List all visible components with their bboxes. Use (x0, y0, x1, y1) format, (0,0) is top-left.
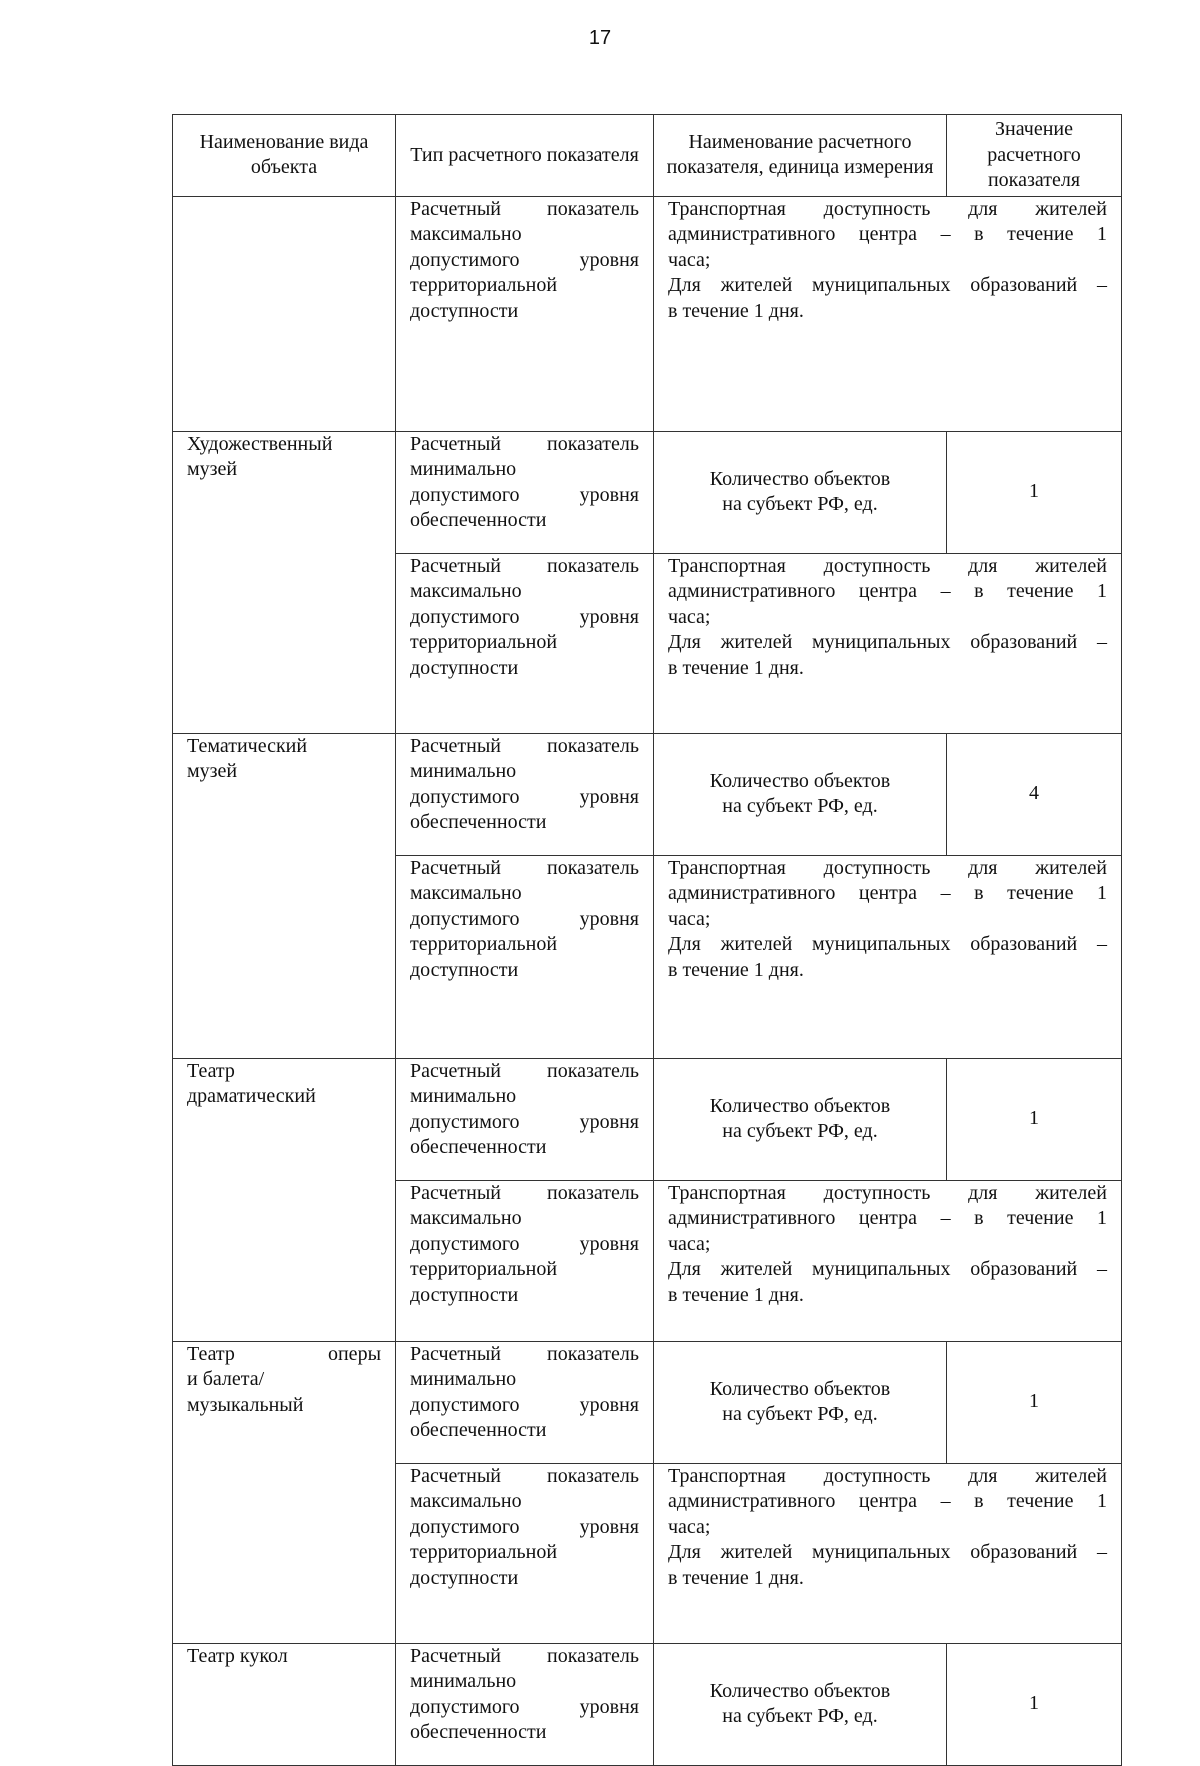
indicator-count-cell (654, 1058, 947, 1180)
table-row (173, 733, 1122, 855)
indicator-count-line: на субъект РФ, ед. (722, 493, 878, 515)
transport-line: часа; (668, 1515, 711, 1538)
transport-accessibility-cell (654, 553, 1122, 733)
indicator-type-line: обеспеченности (410, 509, 547, 531)
indicator-type-line: максимально (410, 1490, 522, 1512)
object-name-cell (173, 733, 396, 1058)
transport-line: административного центра – в течение 1 (668, 1207, 1107, 1229)
indicator-type-line: максимально (410, 223, 522, 245)
indicator-type-line: максимально (410, 1207, 522, 1229)
transport-accessibility-cell (654, 1463, 1122, 1643)
indicator-type-line: обеспеченности (410, 1136, 547, 1158)
header-indicator-name: Наименование расчетного показателя, единица измерения (654, 115, 947, 197)
page-number: 17 (588, 27, 612, 49)
object-name-cell (173, 196, 396, 431)
object-name-line: Театр кукол (187, 1644, 288, 1667)
indicator-type-cell (396, 1180, 654, 1341)
object-name-line: Театр оперы (187, 1342, 381, 1365)
indicator-type-cell (396, 1463, 654, 1643)
indicator-count-line: Количество объектов (709, 1377, 891, 1400)
transport-line: Транспортная доступность для жителей (668, 197, 1107, 220)
indicator-type-line: Расчетный показатель (410, 432, 639, 455)
transport-line: часа; (668, 907, 711, 930)
indicator-value-cell: 1 (947, 1643, 1122, 1765)
header-indicator-type: Тип расчетного показателя (396, 115, 654, 197)
indicator-type-line: обеспеченности (410, 811, 547, 833)
object-name-line: Тематический (187, 734, 308, 757)
transport-line: административного центра – в течение 1 (668, 1490, 1107, 1512)
indicator-value-cell: 1 (947, 1341, 1122, 1463)
indicator-count-cell (654, 1643, 947, 1765)
indicator-count-cell (654, 431, 947, 553)
indicator-type-line: Расчетный показатель (410, 856, 639, 879)
indicator-type-line: доступности (410, 1283, 519, 1306)
transport-line: Для жителей муниципальных образований – (668, 274, 1107, 296)
object-name-line: музей (187, 760, 238, 782)
table-row (173, 196, 1122, 431)
indicator-type-cell (396, 733, 654, 855)
table-row (173, 1341, 1122, 1463)
indicator-type-line: доступности (410, 299, 519, 322)
indicator-type-line: территориальной (410, 274, 558, 296)
indicator-type-line: допустимого уровня (410, 483, 639, 506)
indicator-value-cell: 1 (947, 1058, 1122, 1180)
indicator-type-line: допустимого уровня (410, 1393, 639, 1416)
indicator-count-line: на субъект РФ, ед. (722, 1120, 878, 1142)
indicator-type-line: территориальной (410, 631, 558, 653)
indicator-type-line: допустимого уровня (410, 605, 639, 628)
object-name-line: Театр (187, 1059, 235, 1082)
transport-line: в течение 1 дня. (668, 299, 804, 322)
table-row (173, 1058, 1122, 1180)
transport-line: в течение 1 дня. (668, 958, 804, 981)
transport-line: Для жителей муниципальных образований – (668, 631, 1107, 653)
indicator-count-cell (654, 1341, 947, 1463)
transport-accessibility-cell (654, 196, 1122, 431)
transport-accessibility-cell (654, 1180, 1122, 1341)
object-name-cell (173, 1058, 396, 1341)
indicator-type-line: минимально (410, 1085, 517, 1107)
indicator-value-cell: 1 (947, 431, 1122, 553)
object-name-line: музей (187, 458, 238, 480)
transport-line: в течение 1 дня. (668, 1283, 804, 1306)
indicator-type-line: допустимого уровня (410, 785, 639, 808)
indicator-type-line: максимально (410, 882, 522, 904)
indicator-type-line: допустимого уровня (410, 1515, 639, 1538)
object-name-line: Художественный (187, 432, 333, 455)
indicator-type-line: Расчетный показатель (410, 1644, 639, 1667)
indicator-type-line: Расчетный показатель (410, 1464, 639, 1487)
transport-line: административного центра – в течение 1 (668, 223, 1107, 245)
indicator-type-cell (396, 196, 654, 431)
transport-line: в течение 1 дня. (668, 656, 804, 679)
indicator-type-line: допустимого уровня (410, 907, 639, 930)
transport-line: в течение 1 дня. (668, 1566, 804, 1589)
object-name-line: драматический (187, 1085, 316, 1107)
indicator-count-line: на субъект РФ, ед. (722, 1403, 878, 1425)
indicator-type-cell (396, 855, 654, 1058)
transport-line: Транспортная доступность для жителей (668, 1181, 1107, 1204)
indicator-type-line: Расчетный показатель (410, 734, 639, 757)
indicator-type-line: максимально (410, 580, 522, 602)
indicator-count-line: на субъект РФ, ед. (722, 1705, 878, 1727)
indicator-type-line: допустимого уровня (410, 1695, 639, 1718)
indicator-type-cell (396, 1058, 654, 1180)
indicator-type-line: минимально (410, 760, 517, 782)
indicator-type-line: Расчетный показатель (410, 1059, 639, 1082)
indicator-type-line: обеспеченности (410, 1721, 547, 1743)
transport-line: административного центра – в течение 1 (668, 882, 1107, 904)
object-name-cell (173, 1643, 396, 1765)
indicator-count-cell (654, 733, 947, 855)
indicator-type-line: территориальной (410, 933, 558, 955)
indicator-type-line: минимально (410, 1368, 517, 1390)
indicator-type-line: Расчетный показатель (410, 197, 639, 220)
transport-accessibility-cell (654, 855, 1122, 1058)
object-name-line: музыкальный (187, 1393, 304, 1416)
indicator-count-line: Количество объектов (709, 467, 891, 490)
transport-line: Для жителей муниципальных образований – (668, 933, 1107, 955)
indicator-value-cell: 4 (947, 733, 1122, 855)
indicator-type-line: минимально (410, 458, 517, 480)
transport-line: часа; (668, 605, 711, 628)
transport-line: часа; (668, 248, 711, 271)
indicator-count-line: Количество объектов (709, 1679, 891, 1702)
transport-line: Транспортная доступность для жителей (668, 1464, 1107, 1487)
object-name-cell (173, 1341, 396, 1643)
indicator-type-line: допустимого уровня (410, 1110, 639, 1133)
transport-line: Для жителей муниципальных образований – (668, 1258, 1107, 1280)
indicators-table (172, 114, 1122, 1766)
indicator-type-cell (396, 431, 654, 553)
table-row (173, 1643, 1122, 1765)
indicator-type-line: обеспеченности (410, 1419, 547, 1441)
indicator-count-line: Количество объектов (709, 769, 891, 792)
transport-line: Транспортная доступность для жителей (668, 554, 1107, 577)
indicator-type-line: территориальной (410, 1258, 558, 1280)
indicator-type-line: Расчетный показатель (410, 1181, 639, 1204)
object-name-line: и балета/ (187, 1368, 265, 1390)
indicator-type-line: Расчетный показатель (410, 554, 639, 577)
transport-line: Для жителей муниципальных образований – (668, 1541, 1107, 1563)
indicator-type-line: доступности (410, 656, 519, 679)
transport-line: Транспортная доступность для жителей (668, 856, 1107, 879)
object-name-cell (173, 431, 396, 733)
indicator-type-line: Расчетный показатель (410, 1342, 639, 1365)
indicator-type-line: допустимого уровня (410, 248, 639, 271)
indicator-type-line: территориальной (410, 1541, 558, 1563)
indicator-type-line: допустимого уровня (410, 1232, 639, 1255)
indicator-type-cell (396, 1643, 654, 1765)
indicator-count-line: Количество объектов (709, 1094, 891, 1117)
header-row (173, 115, 1122, 197)
table-row (173, 431, 1122, 553)
transport-line: административного центра – в течение 1 (668, 580, 1107, 602)
header-object-type: Наименование вида объекта (173, 115, 396, 197)
indicator-type-cell (396, 1341, 654, 1463)
header-indicator-value: Значение расчетного показателя (947, 115, 1122, 197)
indicator-type-cell (396, 553, 654, 733)
indicator-type-line: доступности (410, 1566, 519, 1589)
indicator-count-line: на субъект РФ, ед. (722, 795, 878, 817)
indicator-type-line: доступности (410, 958, 519, 981)
indicator-type-line: минимально (410, 1670, 517, 1692)
transport-line: часа; (668, 1232, 711, 1255)
